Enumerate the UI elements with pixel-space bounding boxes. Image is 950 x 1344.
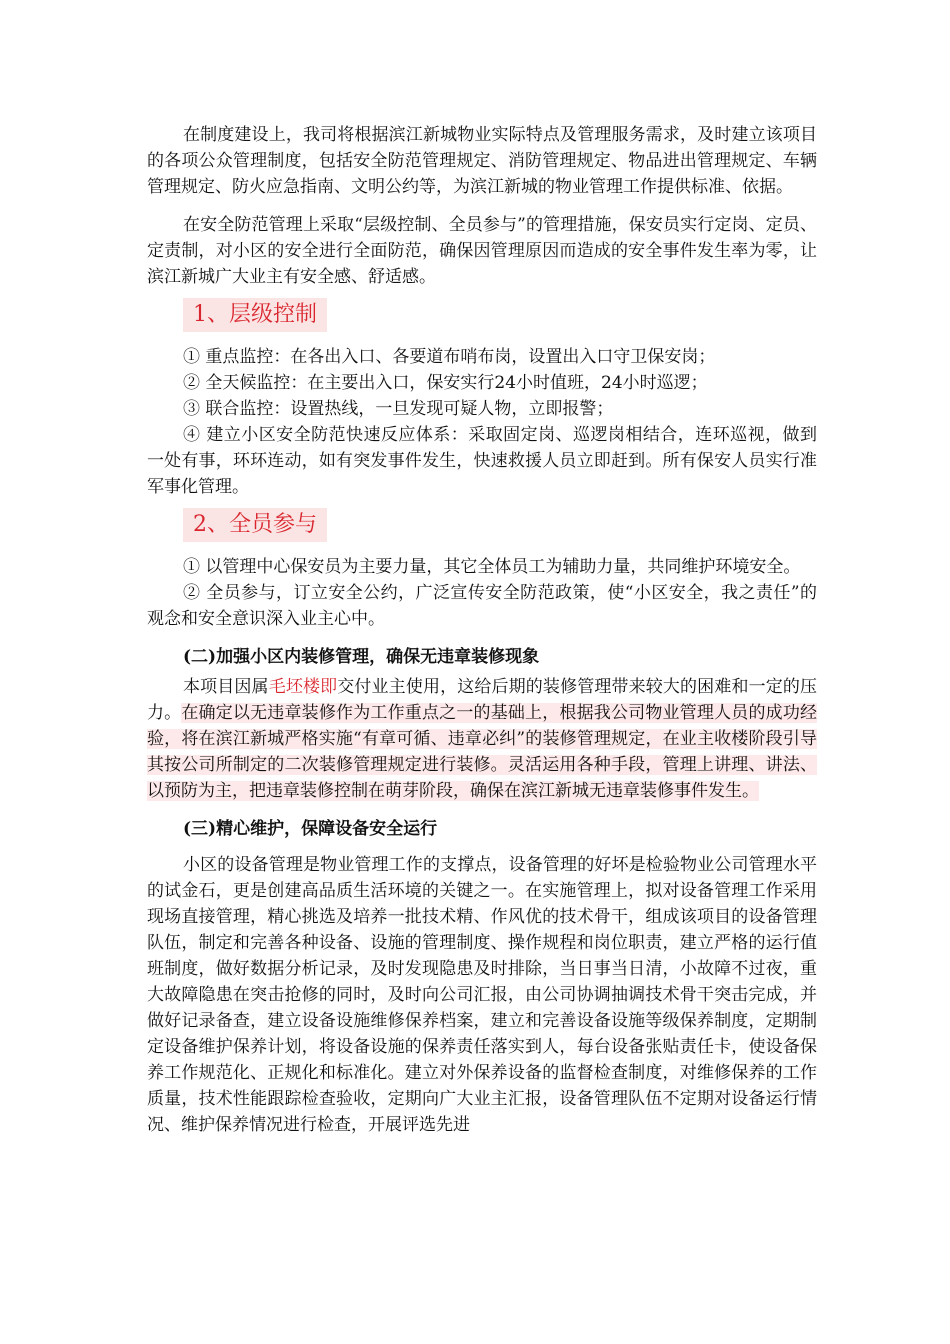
subsection-heading-equipment: (三)精心维护，保障设备安全运行 [183, 819, 438, 839]
list-item: ② 全天候监控：在主要出入口，保安实行24小时值班，24小时巡逻； [183, 373, 708, 393]
list-item: ① 重点监控：在各出入口、各要道布哨布岗，设置出入口守卫保安岗； [183, 347, 716, 367]
full-participation-list [147, 554, 817, 632]
renovation-paragraph [147, 674, 817, 804]
renovation-text-b: 交付业主使用，这给后期的装修管理带来较大的困难和一定的压力。 [147, 677, 818, 723]
list-item: ④ 建立小区安全防范快速反应体系：采取固定岗、巡逻岗相结合，连环巡视，做到一处有事，环环连动，如有突发事件发生，快速救援人员立即赶到。所有保安人员实行准军事化管理。 [147, 425, 817, 497]
renovation-text-a: 本项目因属 [183, 677, 269, 697]
list-item: ① 以管理中心保安员为主要力量，其它全体员工为辅助力量，共同维护环境安全。 [183, 557, 801, 577]
hierarchy-control-list [147, 344, 817, 500]
subsection-heading-renovation: (二)加强小区内装修管理，确保无违章装修现象 [183, 647, 540, 667]
equipment-paragraph: 小区的设备管理是物业管理工作的支撑点，设备管理的好坏是检验物业公司管理水平的试金石，更是创建高品质生活环境的关键之一。在实施管理上，拟对设备管理工作采用现场直接管理，精心挑选及培养一批技术精、作风优的技术骨干，组成该项目的设备管理队伍，制定和完善各种设备、设施的管理制度、操作规程和岗位职责，建立严格的运行值班制度，做好数据分析记录，及时发现隐患及时排除，当日事当日清，小故障不过夜，重大故障隐患在突击抢修的同时，及时向公司汇报，由公司协调抽调技术骨干突击完成，并做好记录备查，建立设备设施维修保养档案，建立和完善设备设施等级保养制度，定期制定设备维护保养计划，将设备设施的保养责任落实到人，每台设备张贴责任卡，使设备保养工作规范化、正规化和标准化。建立对外保养设备的监督检查制度，对维修保养的工作质量，技术性能跟踪检查验收，定期向广大业主汇报，设备管理队伍不定期对设备运行情况、维护保养情况进行检查，开展评选先进 [147, 855, 817, 1135]
list-item: ② 全员参与，订立安全公约，广泛宣传安全防范政策，使“小区安全，我之责任”的观念和安全意识深入业主心中。 [147, 583, 817, 629]
renovation-text-red: 毛坯楼即 [268, 677, 338, 697]
intro-paragraph-2: 在安全防范管理上采取“层级控制、全员参与”的管理措施，保安员实行定岗、定员、定责制，对小区的安全进行全面防范，确保因管理原因而造成的安全事件发生率为零，让滨江新城广大业主有安全感、舒适感。 [147, 215, 817, 287]
renovation-text-highlighted: 在确定以无违章装修作为工作重点之一的基础上，根据我公司物业管理人员的成功经验，将在滨江新城严格实施“有章可循、违章必纠”的装修管理规定，在业主收楼阶段引导其按公司所制定的二次装修管理规定进行装修。灵活运用各种手段，管理上讲理、讲法、以预防为主，把违章装修控制在萌芽阶段，确保在滨江新城无违章装修事件发生。 [147, 703, 818, 801]
document-page [147, 122, 817, 1138]
intro-paragraph-1: 在制度建设上，我司将根据滨江新城物业实际特点及管理服务需求，及时建立该项目的各项公众管理制度，包括安全防范管理规定、消防管理规定、物品进出管理规定、车辆管理规定、防火应急指南、文明公约等，为滨江新城的物业管理工作提供标准、依据。 [147, 125, 817, 197]
section-heading-full-participation: 2、全员参与 [183, 508, 327, 542]
section-heading-hierarchy-control: 1、层级控制 [183, 298, 327, 332]
list-item: ③ 联合监控：设置热线，一旦发现可疑人物，立即报警； [183, 399, 614, 419]
